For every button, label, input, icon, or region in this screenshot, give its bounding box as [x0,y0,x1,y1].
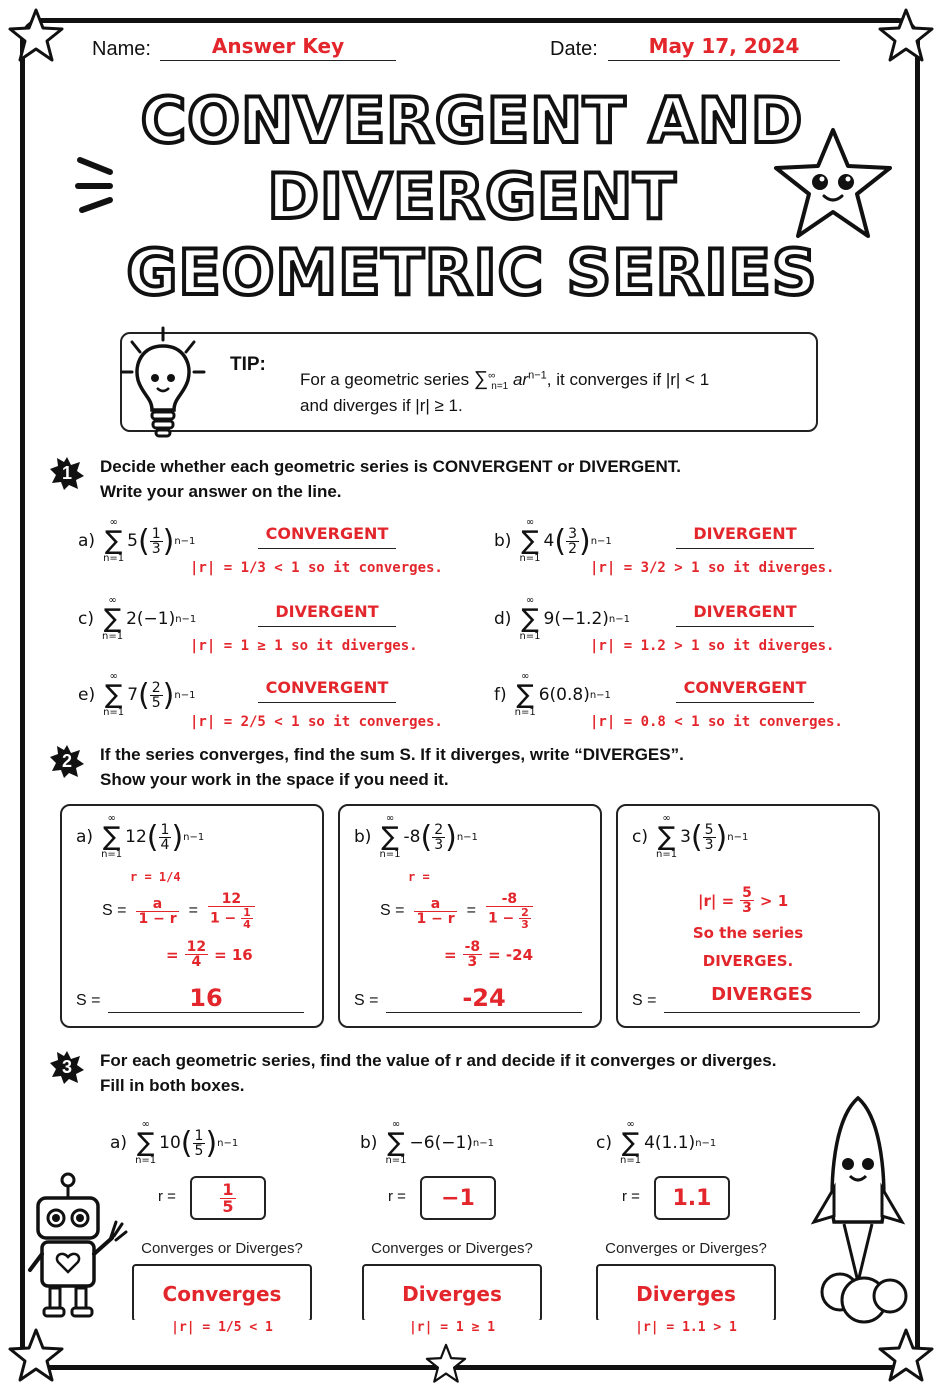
series-expression: a) ∞ ∑ n=1 5 ( $\frac{1}{3}$ ) n−1 [78,517,196,564]
fraction-numerator: 2 [434,821,444,838]
ratio-comparison: > 1 [759,891,789,910]
series-expression: c) ∞ ∑ n=1 3 ( $\frac{5}{3}$ ) n−1 [632,813,749,860]
series-exponent: n−1 [175,613,197,625]
converge-answer: Converges [162,1282,282,1306]
fraction-numerator: a [136,897,178,912]
answer-text: CONVERGENT [683,678,807,697]
fraction-denominator: 3 [467,954,478,970]
robot-icon [26,1170,132,1320]
one-minus: 1 − [487,910,515,927]
fraction-numerator: 2 [521,906,529,919]
sum-formula-fraction [414,897,456,926]
fraction-denominator: 5 [194,1142,204,1159]
series-exponent: n−1 [174,689,196,701]
sigma-symbol: ∑ [473,368,489,390]
item-letter: c) [632,827,648,847]
title-line-2: DIVERGENT [267,160,677,233]
sum-formula: S = $\frac{a}{1 - r}$ = 12 1 − $\frac{1}{4}$ [102,892,255,930]
fraction-denominator: 4 [243,918,251,931]
fraction-numerator: -8 [486,892,533,907]
sigma-symbol: ∑ [381,822,399,852]
series-term: −6(−1) [409,1133,473,1153]
fraction-numerator: 1 [194,1127,204,1144]
series-exponent: n−1 [590,535,612,547]
fraction-numerator: 3 [568,525,577,542]
star-icon [6,1326,66,1386]
series-coefficient: 7 [127,685,139,705]
series-exponent: n−1 [608,613,630,625]
fraction-denominator: 3 [704,836,714,853]
series-expression: e) ∞ ∑ n=1 7 ( $\frac{2}{5}$ ) n−1 [78,671,196,718]
sigma-symbol: ∑ [516,680,534,710]
sigma-symbol: ∑ [102,822,121,852]
sigma-lower: n=1 [385,1155,407,1166]
sigma-upper: ∞ [521,671,530,682]
fraction-denominator: 5 [222,1196,234,1216]
sigma-upper: ∞ [391,1119,401,1130]
sum-label: S = [76,992,101,1009]
date-value: May 17, 2024 [648,34,800,58]
series-ratio [150,681,163,710]
sum-answer: 16 [189,984,223,1012]
converge-question: Converges or Diverges? [141,1240,303,1257]
work-note: |r| = 1/5 < 1 [132,1320,312,1335]
series-term: 6(0.8) [538,685,590,705]
tip-text-part1: For a geometric series [300,370,470,389]
fraction-numerator: 5 [704,821,714,838]
r-input-box[interactable] [420,1176,496,1220]
r-label: r = [158,1188,176,1205]
r-input-box[interactable] [654,1176,730,1220]
series-coefficient: 3 [680,827,691,847]
work-note: |r| = 1 ≥ 1 so it diverges. [190,638,418,654]
converge-question: Converges or Diverges? [371,1240,533,1257]
answer-text: CONVERGENT [265,524,389,543]
section3-instruction-2: Fill in both boxes. [100,1076,245,1095]
tip-text-part2: it converges if |r| < 1 [556,370,710,389]
sigma-upper: ∞ [385,813,395,824]
section1-instruction-1: Decide whether each geometric series is CONVERGENT or DIVERGENT. [100,457,682,476]
fraction-numerator: 1 [160,821,170,838]
sigma-symbol: ∑ [521,526,539,556]
item-letter: c) [78,609,94,629]
sigma-upper: ∞ [141,1119,150,1130]
r-label: r = [622,1188,640,1205]
title-line-1: CONVERGENT AND [140,84,804,157]
r-value: −1 [441,1185,475,1211]
sum-result: = 16 [214,945,253,964]
sigma-upper: ∞ [107,813,116,824]
series-ratio [159,823,172,852]
sigma-lower: n=1 [101,849,123,860]
series-ratio [566,527,579,556]
sigma-symbol: ∑ [104,526,123,556]
series-exponent: n−1 [727,831,749,843]
series-term: 4(1.1) [644,1133,696,1153]
sigma-symbol: ∑ [621,1128,640,1158]
series-coefficient: -8 [403,827,421,847]
star-icon [6,6,66,66]
r-input-box[interactable] [190,1176,266,1220]
work-note: |r| = 0.8 < 1 so it converges. [590,714,843,730]
item-letter: e) [78,685,96,705]
converge-answer: Diverges [402,1282,502,1306]
fraction-denominator: 4 [191,954,202,970]
series-expression: b) ∞ ∑ n=1 -8 ( $\frac{2}{3}$ ) n−1 [354,813,478,860]
series-expression: b) ∞ ∑ n=1 4 ( $\frac{3}{2}$ ) n−1 [494,517,612,564]
item-letter: c) [596,1133,612,1153]
item-letter: b) [360,1133,378,1153]
sigma-lower: n=1 [103,707,125,718]
answer-text: DIVERGENT [693,524,797,543]
series-expression [494,596,630,642]
sigma-lower: n=1 [519,631,541,642]
smiling-star-icon [768,124,898,244]
sum-result: = -24 [488,945,534,964]
series-exponent: n−1 [174,535,196,547]
work-note: |r| = 1.1 > 1 [596,1320,776,1335]
work-note: So the series [692,924,804,942]
tip-text-line2: and diverges if |r| ≥ 1. [300,396,463,415]
item-letter: b) [494,531,512,551]
series-expression [596,1120,716,1166]
item-letter: a) [78,531,96,551]
item-letter: a) [76,827,94,847]
fraction-denominator: 3 [521,918,529,931]
name-value: Answer Key [211,34,345,58]
series-coefficient: 12 [125,827,147,847]
sigma-lower: n=1 [491,381,509,393]
lightbulb-icon [118,324,208,442]
series-expression: a) ∞ ∑ n=1 12 ( $\frac{1}{4}$ ) n−1 [76,813,205,860]
one-minus: 1 − [209,910,237,927]
series-exponent: n−1 [456,831,478,843]
sigma-upper: ∞ [488,370,496,382]
work-note: |r| = 2/5 < 1 so it converges. [190,714,443,730]
series-exponent: n−1 [217,1137,239,1149]
fraction-numerator: 5 [742,885,752,901]
answer-text: DIVERGENT [693,602,797,621]
sigma-lower: n=1 [655,849,678,860]
star-icon [876,1326,936,1386]
fraction-numerator: a [414,897,456,912]
fraction-denominator: 4 [160,836,170,853]
sum-symbol: S = [380,902,405,919]
fraction-denominator: 3 [151,540,161,557]
section3-instruction-1: For each geometric series, find the value of r and decide if it converges or diverges. [100,1051,777,1070]
work-note: |r| = 1/3 < 1 so it converges. [190,560,443,576]
sigma-lower: n=1 [379,849,401,860]
sigma-upper: ∞ [109,517,118,528]
sigma-lower: n=1 [103,553,125,564]
fraction-denominator: 3 [742,900,752,916]
fraction-numerator: 12 [186,939,207,955]
item-letter: d) [494,609,512,629]
sigma-lower: n=1 [619,1155,642,1166]
answer-text: CONVERGENT [265,678,389,697]
fraction-denominator: 1 − r [138,910,177,927]
sum-formula: S = $\frac{a}{1 - r}$ = -8 1 − $\frac{2}{3}$ [380,892,533,930]
fraction-numerator: 1 [151,525,161,542]
rocket-icon [800,1092,916,1332]
sigma-lower: n=1 [101,631,124,642]
item-letter: f) [494,685,507,705]
fraction-numerator: 2 [151,679,161,696]
series-coefficient: 10 [159,1133,181,1153]
fraction-denominator: 3 [434,836,444,853]
sigma-symbol: ∑ [103,604,122,634]
star-icon [876,6,936,66]
r-label: r = [388,1188,406,1205]
section2-instruction-2: Show your work in the space if you need it. [100,770,449,789]
series-exponent: n−1 [695,1137,717,1149]
series-exponent: n−1 [589,689,611,701]
series-ratio [193,1129,206,1158]
answer-text: DIVERGENT [275,602,379,621]
work-note: |r| = 3/2 > 1 so it diverges. [590,560,835,576]
sigma-upper: ∞ [626,1119,635,1130]
section2-instruction-1: If the series converges, find the sum S. If it diverges, write “DIVERGES”. [100,745,684,764]
section-number: 3 [61,1057,72,1077]
fraction-numerator: 1 [222,1179,234,1199]
sigma-upper: ∞ [662,813,671,824]
tip-label: TIP: [230,354,266,375]
series-ratio [432,823,445,852]
name-label: Name: [92,38,151,60]
r-value: 1.1 [672,1185,712,1211]
sum-label: S = [632,992,657,1009]
sum-answer: -24 [462,984,506,1012]
converge-question: Converges or Diverges? [605,1240,767,1257]
sum-formula-fraction [136,897,178,926]
sum-symbol: S = [102,902,127,919]
series-term: 9(−1.2) [543,609,609,629]
sigma-lower: n=1 [514,707,536,718]
sigma-lower: n=1 [135,1155,157,1166]
section-number: 2 [61,751,72,771]
series-expression [78,596,196,642]
sigma-symbol: ∑ [521,604,539,634]
series-exponent: n−1 [472,1137,495,1149]
series-coefficient: 4 [543,531,555,551]
sigma-upper: ∞ [108,595,117,606]
series-expression: a) ∞ ∑ n=1 10 ( $\frac{1}{5}$ ) n−1 [110,1119,239,1166]
fraction-numerator: 1 [243,906,251,919]
tip-text-line1: For a geometric series $\sum^\infty_{n=1}$ $ar^{n-1}$, it converges if |r| < 1 [300,368,710,393]
work-note: |r| = 1 ≥ 1 [362,1320,542,1335]
ratio-note: r = [408,870,430,884]
sigma-upper: ∞ [525,595,535,606]
sigma-symbol: ∑ [657,822,676,852]
sigma-lower: n=1 [519,553,541,564]
ratio-check [698,886,788,915]
sigma-symbol: ∑ [104,680,123,710]
section-number: 1 [61,463,72,483]
sum-result-step: = $\frac{12}{4}$ = 16 [166,939,253,970]
fraction-denominator: 2 [568,540,577,557]
series-expression [494,672,611,718]
series-expression [360,1120,494,1166]
sum-result-step: = $\frac{-8}{3}$ = -24 [444,939,534,970]
series-ratio [703,823,716,852]
sigma-symbol: ∑ [136,1128,155,1158]
sparkle-lines-icon [70,150,120,220]
item-letter: a) [110,1133,128,1153]
sum-answer: DIVERGES [711,984,813,1005]
work-note: |r| = 1.2 > 1 so it diverges. [590,638,835,654]
sum-substitution [486,892,533,930]
title-line-3: GEOMETRIC SERIES [126,236,818,309]
sigma-symbol: ∑ [387,1128,405,1158]
sigma-exponent: n−1 [528,369,547,382]
sum-substitution [208,892,255,930]
sum-label: S = [354,992,379,1009]
ratio-note: r = 1/4 [130,870,181,884]
series-ratio [150,527,163,556]
series-coefficient: 5 [127,531,138,551]
series-exponent: n−1 [183,831,205,843]
star-icon [424,1342,468,1386]
sigma-upper: ∞ [109,671,118,682]
section1-instruction-2: Write your answer on the line. [100,482,342,501]
work-note: DIVERGES. [702,952,794,970]
item-letter: b) [354,827,372,847]
series-term: 2(−1) [126,609,176,629]
fraction-numerator: 12 [208,892,255,907]
fraction-denominator: 5 [151,694,161,711]
converge-answer: Diverges [636,1282,736,1306]
sigma-upper: ∞ [525,517,535,528]
fraction-numerator: -8 [464,939,481,955]
ratio-label: |r| = [698,891,735,910]
fraction-denominator: 1 − r [416,910,455,927]
date-label: Date: [550,38,598,60]
